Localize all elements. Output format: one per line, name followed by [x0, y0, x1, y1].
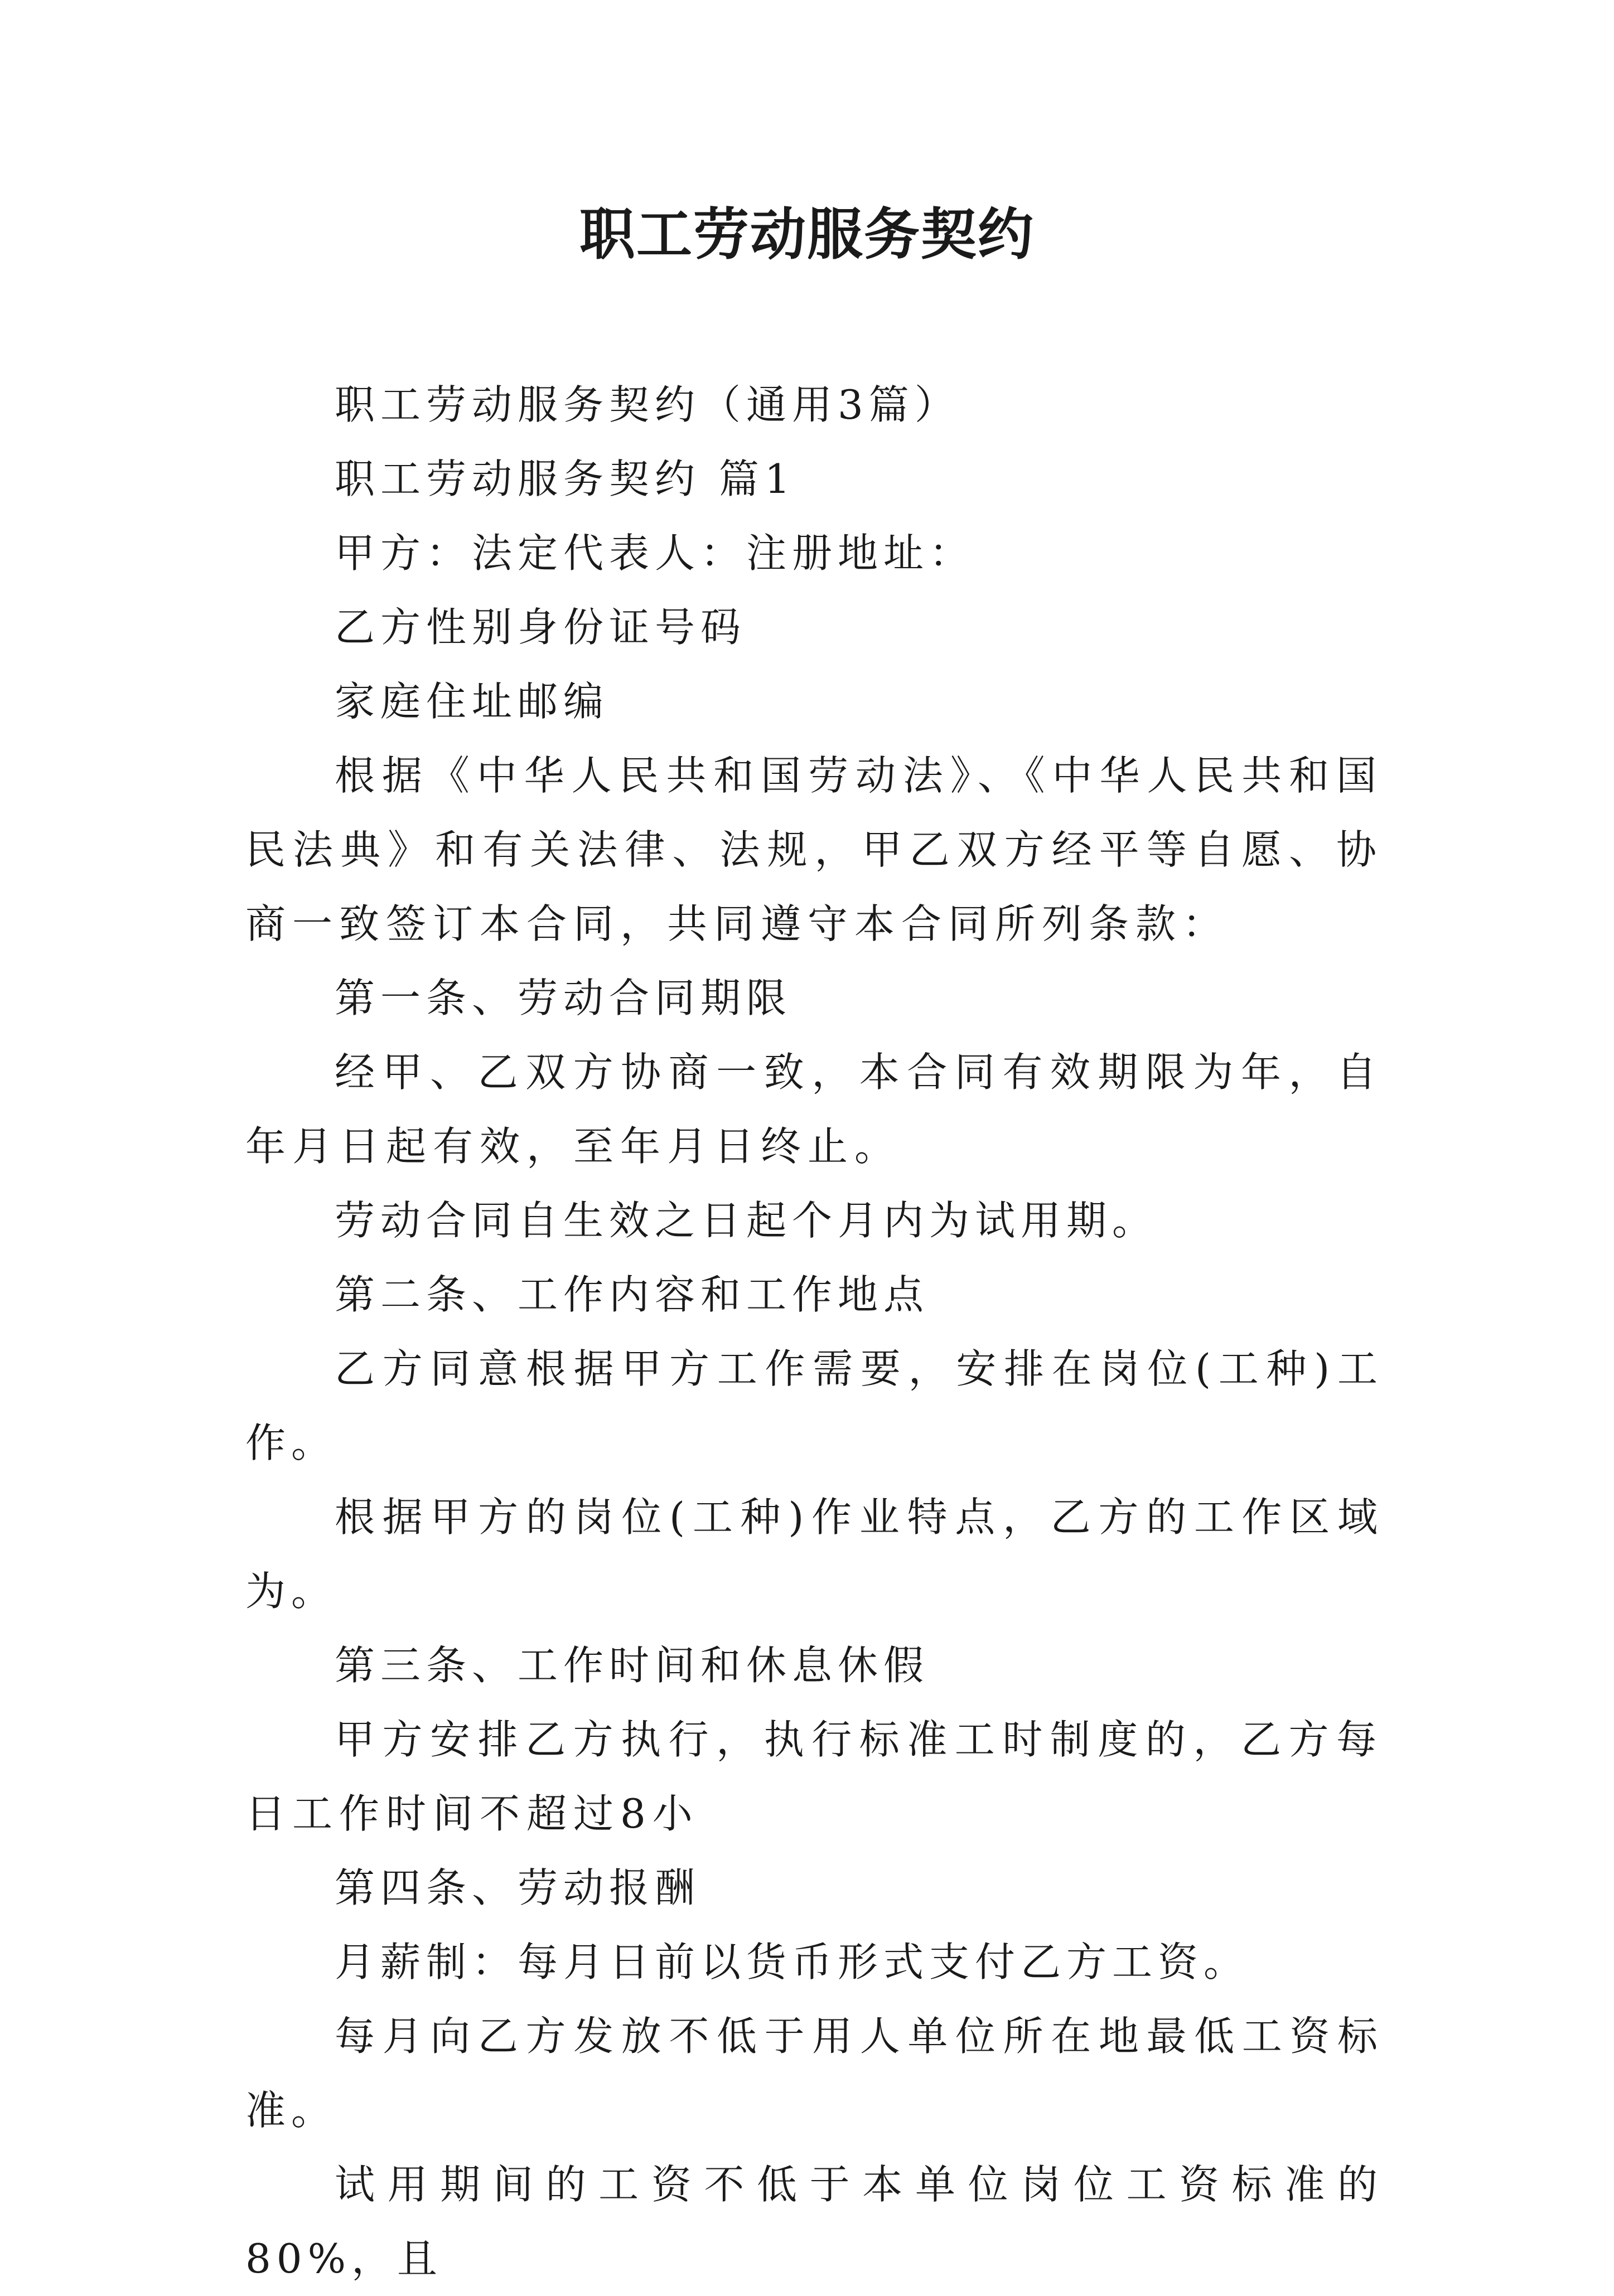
paragraph-legal-basis: 根据《中华人民共和国劳动法》、《中华人民共和国民法典》和有关法律、法规，甲乙双方经平等自愿、协商一致签订本合同，共同遵守本合同所列条款：	[245, 752, 1383, 947]
paragraph-job-assignment: 乙方同意根据甲方工作需要，安排在岗位(工种)工作。	[245, 1345, 1383, 1466]
paragraph-article-2-heading: 第二条、工作内容和工作地点	[335, 1271, 930, 1318]
paragraph-party-b: 乙方性别身份证号码	[335, 604, 747, 651]
paragraph-probation: 劳动合同自生效之日起个月内为试用期。	[335, 1197, 1158, 1244]
paragraph-minimum-wage: 每月向乙方发放不低于用人单位所在地最低工资标准。	[245, 2013, 1383, 2134]
paragraph-contract-term: 经甲、乙双方协商一致，本合同有效期限为年，自年月日起有效，至年月日终止。	[245, 1049, 1383, 1170]
paragraph-article-1-heading: 第一条、劳动合同期限	[335, 975, 792, 1021]
paragraph-subtitle: 职工劳动服务契约（通用3篇）	[335, 381, 960, 428]
paragraph-probation-wage: 试用期间的工资不低于本单位岗位工资标准的80%，且	[245, 2161, 1383, 2282]
document-title: 职工劳动服务契约	[579, 201, 1035, 267]
paragraph-section-heading: 职工劳动服务契约 篇1	[335, 456, 796, 502]
paragraph-work-area: 根据甲方的岗位(工种)作业特点，乙方的工作区域为。	[245, 1494, 1383, 1615]
paragraph-party-a: 甲方：法定代表人：注册地址：	[335, 530, 975, 577]
document-body	[245, 368, 1383, 2296]
paragraph-article-3-heading: 第三条、工作时间和休息休假	[335, 1642, 930, 1689]
paragraph-monthly-salary: 月薪制：每月日前以货币形式支付乙方工资。	[335, 1939, 1250, 1985]
paragraph-article-4-heading: 第四条、劳动报酬	[335, 1864, 701, 1911]
paragraph-address: 家庭住址邮编	[335, 678, 610, 725]
paragraph-working-hours: 甲方安排乙方执行，执行标准工时制度的，乙方每日工作时间不超过8小	[245, 1716, 1383, 1837]
